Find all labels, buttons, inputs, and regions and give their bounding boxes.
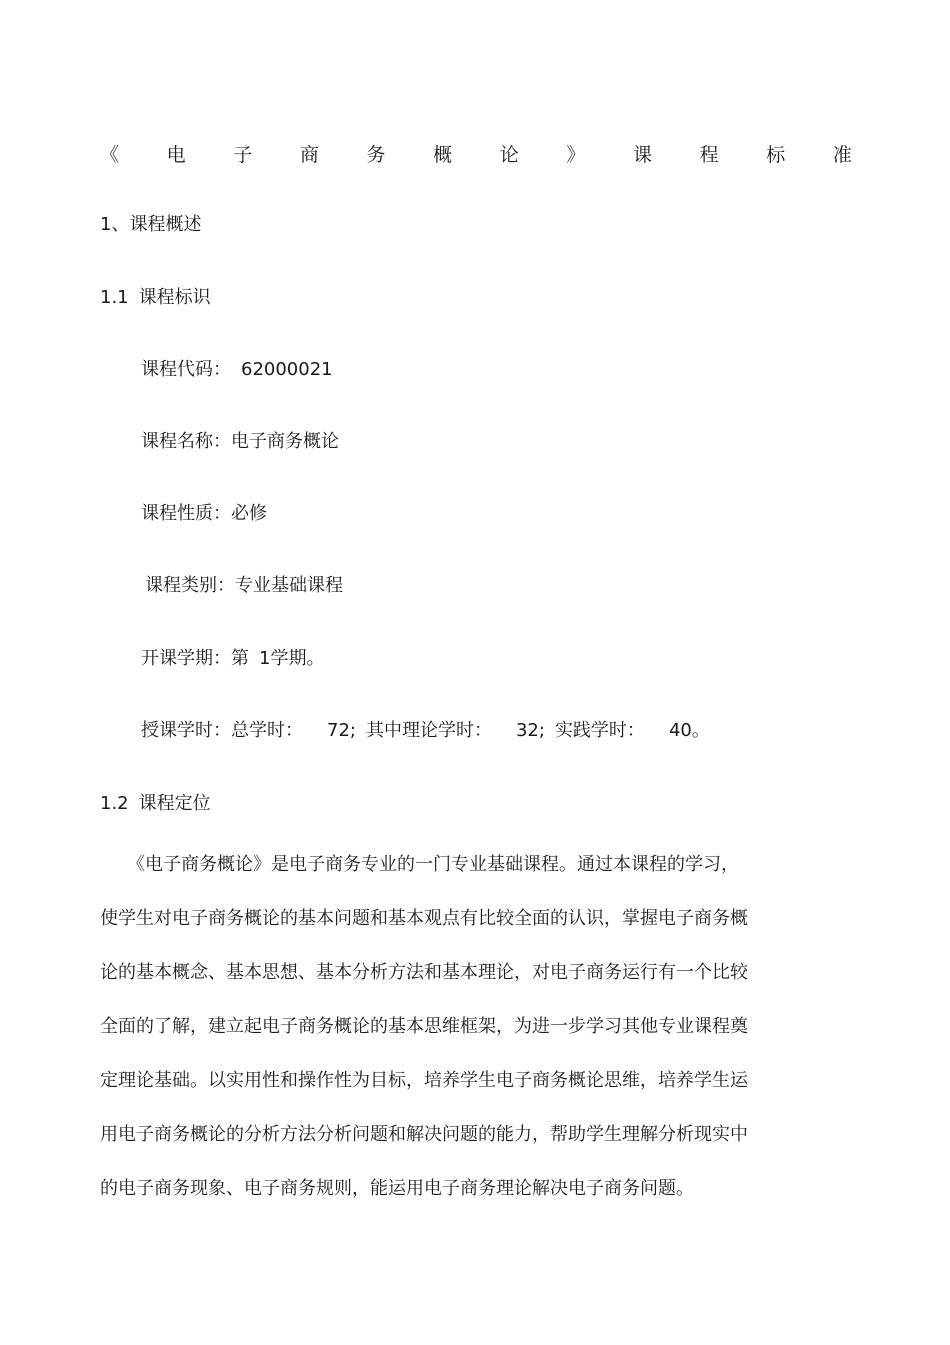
- field-value: 1学期。: [259, 648, 325, 669]
- field-value: 专业基础课程: [235, 575, 343, 596]
- section-title: 课程定位: [138, 793, 211, 814]
- section-number: 1.2: [100, 793, 129, 814]
- theory-hours-value: 32;: [515, 720, 545, 741]
- title-char: 》: [566, 144, 586, 166]
- section-heading-1-1: [100, 285, 211, 311]
- title-char: 电: [166, 144, 186, 166]
- paragraph-line: 全面的了解，建立起电子商务概论的基本思维框架，为进一步学习其他专业课程奠: [100, 1016, 748, 1037]
- section-heading-1: 1、课程概述: [100, 214, 202, 235]
- field-label: 课程类别：: [145, 575, 235, 596]
- field-course-code: [141, 357, 333, 383]
- section-title: 课程标识: [138, 287, 211, 308]
- field-label: 课程代码：: [141, 359, 231, 380]
- course-positioning-paragraph: [100, 850, 800, 1228]
- title-char: 程: [699, 144, 719, 166]
- field-hours: [141, 718, 710, 744]
- term-prefix: 第: [231, 648, 249, 669]
- field-label: 课程性质：: [141, 503, 231, 524]
- title-char: 概: [433, 144, 453, 166]
- title-char: 子: [233, 144, 253, 166]
- theory-hours-label: 其中理论学时：: [365, 720, 492, 741]
- field-label: 课程名称：: [141, 431, 231, 452]
- field-value: 必修: [231, 503, 267, 524]
- title-char: 商: [299, 144, 319, 166]
- field-course-category: [145, 573, 343, 599]
- paragraph-line: 《电子商务概论》是电子商务专业的一门专业基础课程。通过本课程的学习，: [100, 854, 739, 875]
- title-char: 论: [499, 144, 519, 166]
- paragraph-line: 定理论基础。以实用性和操作性为目标，培养学生电子商务概论思维，培养学生运: [100, 1070, 748, 1091]
- field-course-name: [141, 429, 339, 455]
- paragraph-line: 用电子商务概论的分析方法分析问题和解决问题的能力，帮助学生理解分析现实中: [100, 1124, 748, 1145]
- field-label: 授课学时：: [141, 720, 231, 741]
- section-heading-1-2: [100, 791, 211, 817]
- total-hours-label: 总学时：: [231, 720, 303, 741]
- practice-hours-label: 实践学时：: [554, 720, 645, 741]
- section-number: 1.1: [100, 287, 129, 308]
- total-hours-value: 72;: [327, 720, 356, 741]
- field-value: 62000021: [241, 359, 333, 380]
- title-char: 课: [633, 144, 653, 166]
- practice-hours-value: 40。: [668, 720, 710, 741]
- field-label: 开课学期：: [141, 648, 231, 669]
- field-value: 电子商务概论: [231, 431, 339, 452]
- field-course-nature: [141, 501, 267, 527]
- title-char: 准: [832, 144, 852, 166]
- paragraph-line: 使学生对电子商务概论的基本问题和基本观点有比较全面的认识，掌握电子商务概: [100, 908, 748, 929]
- paragraph-line: 论的基本概念、基本思想、基本分析方法和基本理论，对电子商务运行有一个比较: [100, 962, 748, 983]
- field-term: [141, 646, 324, 672]
- paragraph-line: 的电子商务现象、电子商务规则，能运用电子商务理论解决电子商务问题。: [100, 1178, 694, 1199]
- title-char: 《: [100, 144, 120, 166]
- title-char: 标: [766, 144, 786, 166]
- document-title: [100, 140, 852, 170]
- title-char: 务: [366, 144, 386, 166]
